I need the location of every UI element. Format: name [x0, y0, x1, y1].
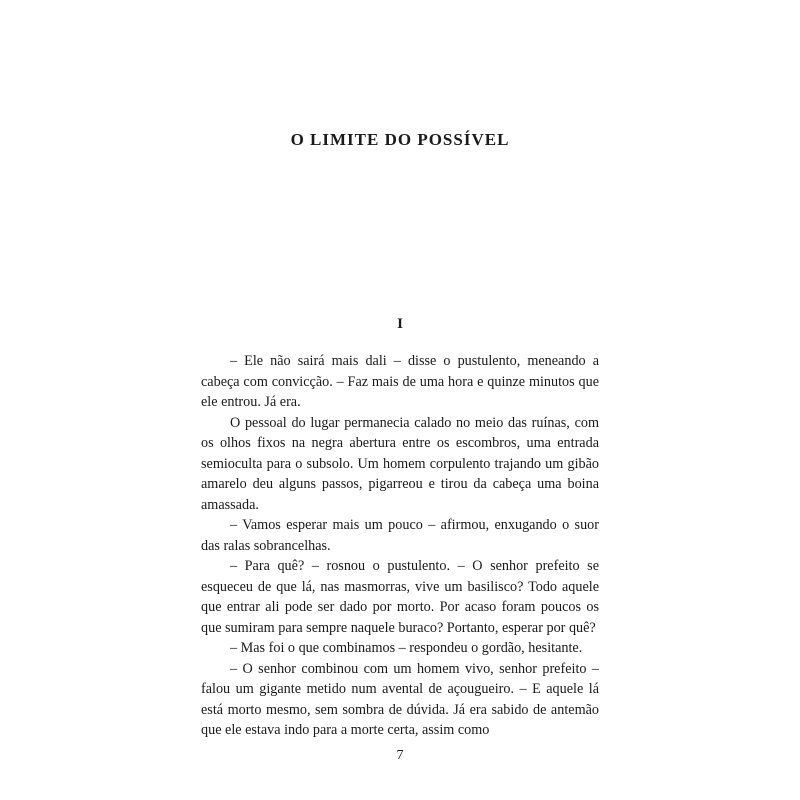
- paragraph: – Mas foi o que combinamos – respondeu o gordão, hesitante.: [230, 640, 583, 656]
- chapter-title: O LIMITE DO POSSÍVEL: [290, 130, 510, 149]
- paragraph: O pessoal do lugar permanecia calado no meio das ruínas, com os olhos fixos na negra abertura entre os escombros, uma entrada semioculta para o subsolo. Um homem corpulento trajando um gibão amarelo deu alguns passos, pigarreou e tirou da cabeça uma boina amassada.: [201, 414, 599, 513]
- section-number: I: [397, 316, 403, 332]
- page-number: 7: [396, 748, 404, 763]
- paragraph: – Vamos esperar mais um pouco – afirmou, enxugando o suor das ralas sobrancelhas.: [201, 517, 599, 554]
- body-text: [201, 351, 599, 741]
- paragraph: – Ele não sairá mais dali – disse o pustulento, meneando a cabeça com convicção. – Faz mais de uma hora e quinze minutos que ele entrou. Já era.: [201, 353, 599, 410]
- paragraph: – O senhor combinou com um homem vivo, senhor prefeito – falou um gigante metido num avental de açougueiro. – E aquele lá está morto mesmo, sem sombra de dúvida. Já era sabido de antemão que ele estava indo para a morte certa, assim como: [201, 660, 599, 738]
- paragraph: – Para quê? – rosnou o pustulento. – O senhor prefeito se esqueceu de que lá, nas masmorras, vive um basilisco? Todo aquele que entrar ali pode ser dado por morto. Por acaso foram poucos os que sumiram para sempre naquele buraco? Portanto, esperar por quê?: [201, 558, 599, 636]
